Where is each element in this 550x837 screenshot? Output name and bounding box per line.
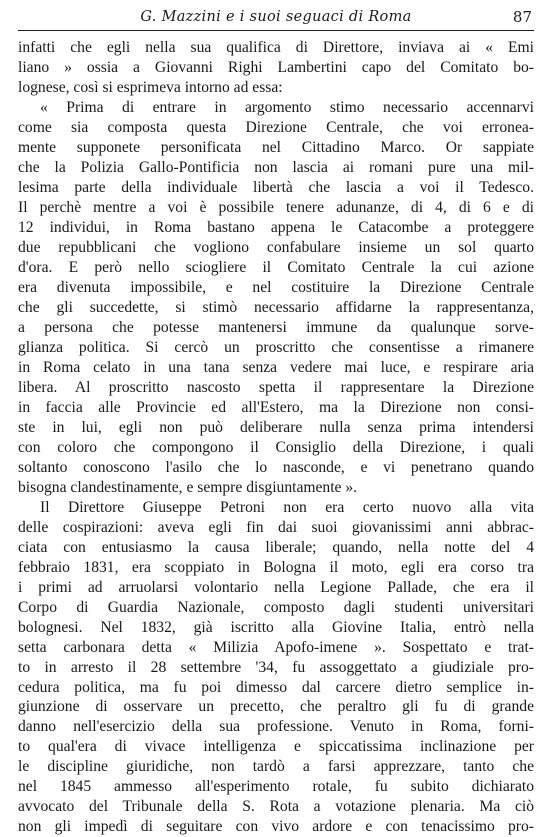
text-line: Il Direttore Giuseppe Petroni non era certo nuovo alla vita (40, 498, 534, 516)
text-line: con coloro che compongono il Consiglio della Direzione, i quali (18, 438, 534, 456)
text-line: non gli impedì di seguitare con vivo ardore e con tenacissimo pro- (18, 818, 534, 836)
running-title: G. Mazzini e i suoi seguaci di Roma (140, 9, 412, 25)
text-line: mente supponete personificata nel Cittadino Marco. Or sappiate (18, 138, 534, 156)
text-line: to in arresto il 28 settembre '34, fu assoggettato a giudiziale pro- (18, 658, 534, 676)
text-line: i primi ad arruolarsi volontario nella Legione Pallade, che era il (18, 578, 534, 596)
text-line: giunzione di osservare un precetto, che peraltro gli fu di grande (18, 698, 534, 716)
text-line: come sia composta questa Direzione Centrale, che voi erronea- (18, 118, 534, 136)
text-line: le discipline giuridiche, non tardò a farsi apprezzare, tanto che (18, 758, 534, 776)
text-line: cedura politica, ma fu poi dimesso dal carcere dietro semplice in- (18, 678, 534, 696)
text-line: due repubblicani che vogliono confabulare insieme un sol quarto (18, 238, 534, 256)
text-line: « Prima di entrare in argomento stimo necessario accennarvi (40, 98, 534, 116)
text-line: d'ora. E però nello sciogliere il Comitato Centrale la cui azione (18, 258, 534, 276)
text-line: avvocato del Tribunale della S. Rota a votazione plenaria. Ma ciò (18, 798, 534, 816)
text-line: to qual'era di vivace intelligenza e spiccatissima inclinazione per (18, 738, 534, 756)
text-line: ciata con entusiasmo la causa liberale; quando, nella notte del 4 (18, 538, 534, 556)
text-line: febbraio 1831, era scoppiato in Bologna il moto, egli era corso tra (18, 558, 534, 576)
text-line: delle cospirazioni: aveva egli fin dai suoi giovanissimi anni abbrac- (18, 518, 534, 536)
text-line: a persona che potesse mantenersi immune da qualunque sorve- (18, 318, 534, 336)
page-number: 87 (512, 8, 532, 26)
text-line: setta carbonara detta « Milizia Apofo-imene ». Sospettato e trat- (18, 638, 534, 656)
text-line: nel 1845 ammesso all'esperimento rotale, fu subito dichiarato (18, 778, 534, 796)
text-line: danno nell'esercizio della sua professione. Venuto in Roma, forni- (18, 718, 534, 736)
text-line: Il perchè mentre a voi è possibile tenere adunanze, di 4, di 6 e di (18, 198, 534, 216)
text-line: bisogna clandestinamente, e sempre disgiuntamente ». (18, 478, 358, 496)
text-line: era divenuta impossibile, e nel costituire la Direzione Centrale (18, 278, 534, 296)
body-text (18, 38, 534, 837)
text-line: infatti che egli nella sua qualifica di Direttore, inviava ai « Emi (18, 39, 534, 56)
text-line: glianza politica. Si cercò un proscritto che consentisse a rimanere (18, 338, 534, 356)
running-head (18, 6, 534, 31)
text-line: 12 individui, in Roma bastano appena le Catacombe a proteggere (18, 218, 534, 236)
text-line: in Roma celato in una tana senza vedere mai luce, e respirare aria (18, 358, 534, 376)
text-line: liano » ossia a Giovanni Righi Lambertini capo del Comitato bo- (18, 58, 534, 76)
text-line: soltanto conoscono l'asilo che lo nasconde, e vi penetrano quando (18, 458, 534, 476)
book-page (18, 6, 534, 836)
text-line: lesima parte della individuale libertà che lascia a voi il Tedesco. (18, 178, 534, 196)
text-line: che gli succedette, si stimò necessario affidarne la rappresentanza, (18, 298, 534, 316)
text-line: che la Polizia Gallo-Pontificia non lascia ai romani pure una mil- (18, 158, 534, 176)
text-line: bolognesi. Nel 1832, già iscritto alla Giovine Italia, entrò nella (18, 618, 534, 636)
text-line: in faccia alle Provincie ed all'Estero, ma la Direzione non consi- (18, 398, 534, 416)
text-line: Corpo di Guardia Nazionale, composto dagli studenti universitari (18, 598, 534, 616)
text-line: libera. Al proscritto nascosto spetta il rappresentare la Direzione (18, 378, 534, 396)
text-line: ste in lui, egli non può deliberare nulla senza prima intendersi (18, 418, 534, 436)
text-line: lognese, così si esprimeva intorno ad essa: (18, 78, 283, 96)
